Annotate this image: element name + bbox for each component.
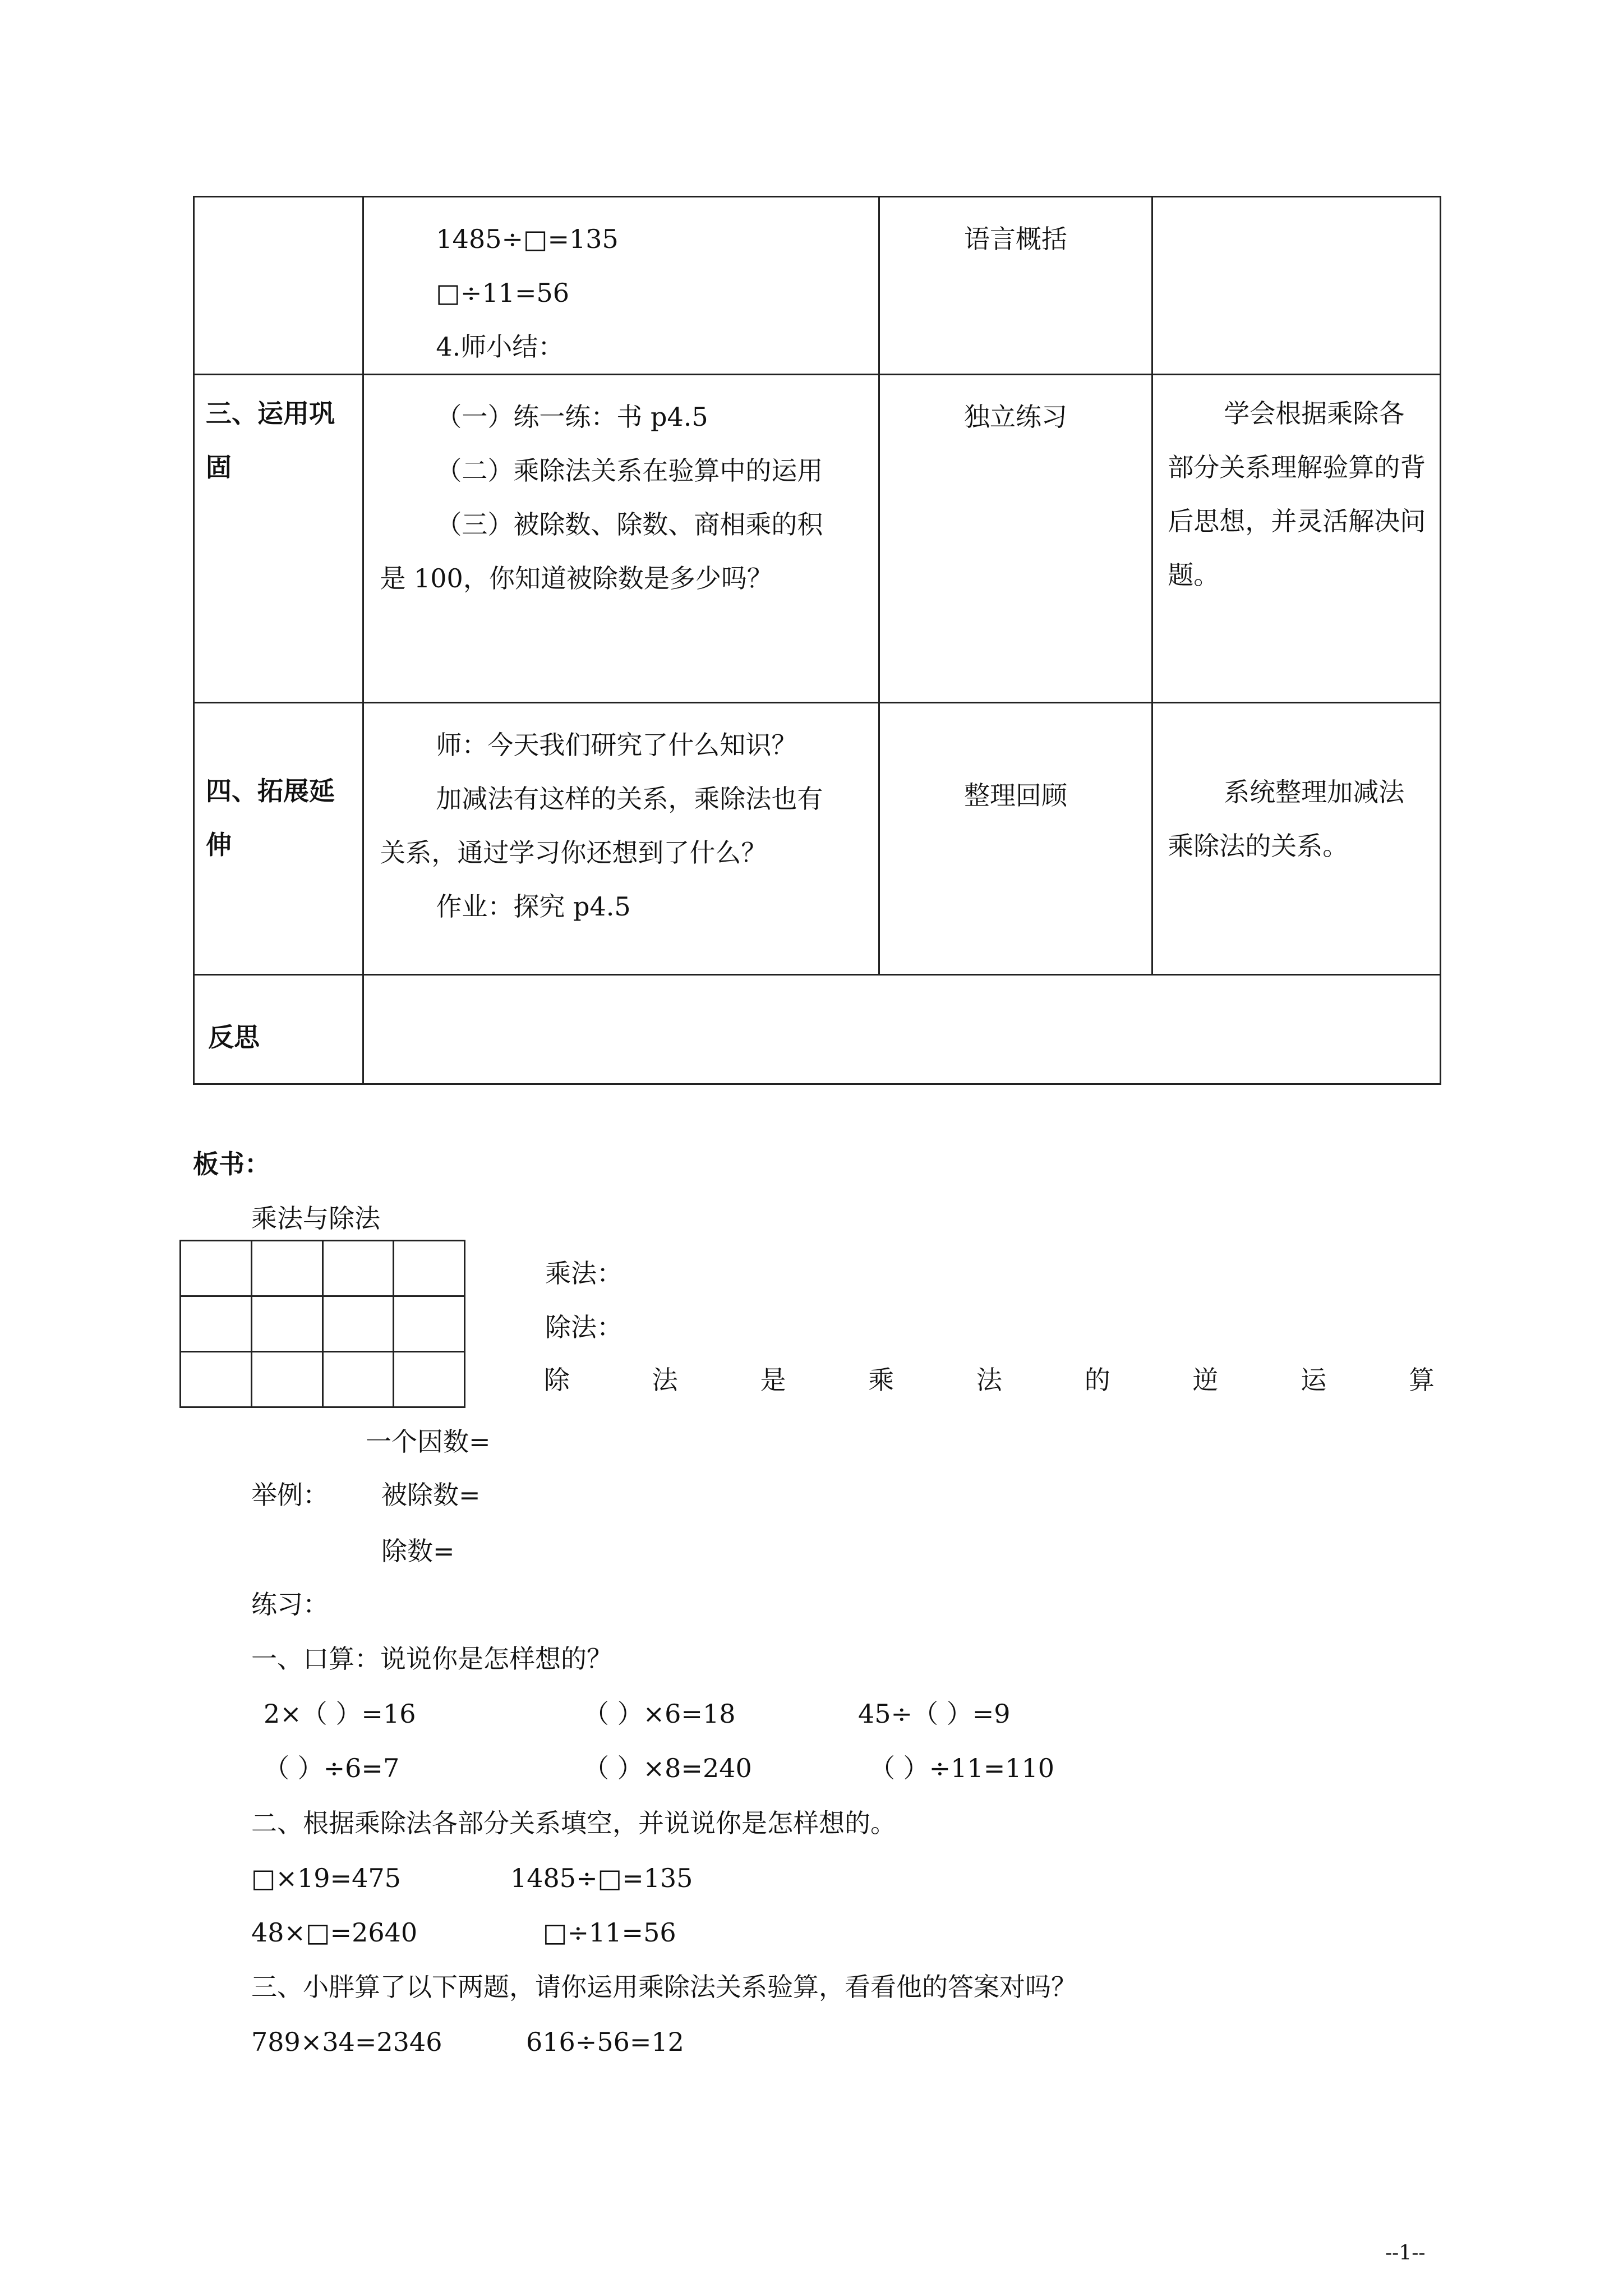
- exercise-item: （ ）÷11=110: [869, 1753, 1055, 1783]
- table-row: [194, 197, 1441, 375]
- exercise-q2-title: 二、根据乘除法各部分关系填空，并说说你是怎样想的。: [251, 1808, 896, 1838]
- process-cell: [363, 197, 879, 375]
- page-number: --1--: [1385, 2242, 1426, 2265]
- exercise-item: 789×34=2346: [251, 2027, 442, 2057]
- goal-text: 学会根据乘除各部分关系理解验算的背后思想，并灵活解决问题。: [1168, 398, 1426, 590]
- divisor-equation: 除数=: [381, 1536, 455, 1566]
- stage-cell: [194, 197, 363, 375]
- goal-cell: [1152, 375, 1441, 703]
- stage-cell: 四、拓展延伸: [194, 703, 363, 975]
- board-title: 乘法与除法: [251, 1203, 380, 1234]
- process-line: 作业：探究 p4.5: [436, 891, 631, 922]
- stage-cell: 三、运用巩固: [194, 375, 363, 703]
- process-cell: [363, 703, 879, 975]
- process-line: 1485÷□=135: [436, 224, 619, 254]
- method-cell: 独立练习: [879, 375, 1152, 703]
- exercise-q1-title: 一、口算：说说你是怎样想的？: [251, 1644, 612, 1674]
- factor-equation: 一个因数=: [366, 1427, 491, 1457]
- process-line: （一）练一练：书 p4.5: [436, 402, 708, 432]
- exercise-item: （ ）÷6=7: [264, 1753, 400, 1783]
- process-line: 关系，通过学习你还想到了什么？: [380, 838, 767, 868]
- division-label: 除法：: [545, 1312, 623, 1342]
- process-line: 4.师小结：: [436, 332, 564, 362]
- table-row: [194, 375, 1441, 703]
- goal-text: 系统整理加减法乘除法的关系。: [1168, 777, 1405, 861]
- reflection-cell: [363, 975, 1441, 1084]
- exercise-item: （ ）×8=240: [583, 1753, 752, 1783]
- inverse-char: 法: [976, 1365, 1002, 1395]
- inverse-char: 运: [1301, 1365, 1327, 1395]
- inverse-operation-line: [544, 1363, 1435, 1397]
- inverse-char: 算: [1409, 1365, 1435, 1395]
- example-label: 举例：: [251, 1480, 329, 1510]
- board-heading: 板书：: [193, 1149, 270, 1179]
- method-cell: 整理回顾: [879, 703, 1152, 975]
- process-line: □÷11=56: [436, 278, 570, 308]
- exercise-item: 1485÷□=135: [510, 1863, 693, 1893]
- method-cell: 语言概括: [879, 197, 1152, 375]
- inverse-char: 逆: [1192, 1365, 1219, 1395]
- inverse-char: 乘: [868, 1365, 895, 1395]
- board-grid: [179, 1240, 465, 1408]
- process-cell: [363, 375, 879, 703]
- inverse-char: 法: [652, 1365, 678, 1395]
- process-line: （三）被除数、除数、商相乘的积: [436, 509, 823, 540]
- dividend-equation: 被除数=: [381, 1480, 481, 1510]
- goal-cell: [1152, 197, 1441, 375]
- table-row: [194, 703, 1441, 975]
- inverse-char: 的: [1084, 1365, 1110, 1395]
- exercise-q3-title: 三、小胖算了以下两题，请你运用乘除法关系验算，看看他的答案对吗？: [251, 1972, 1077, 2002]
- table-row: [194, 975, 1441, 1084]
- process-line: 是 100，你知道被除数是多少吗？: [380, 563, 773, 593]
- exercise-item: 45÷（ ）=9: [858, 1699, 1011, 1729]
- goal-cell: [1152, 703, 1441, 975]
- multiplication-label: 乘法：: [545, 1258, 623, 1289]
- exercise-item: 48×□=2640: [251, 1917, 418, 1948]
- exercise-item: □×19=475: [251, 1863, 401, 1893]
- inverse-char: 除: [544, 1365, 570, 1395]
- process-line: 加减法有这样的关系，乘除法也有: [436, 784, 823, 814]
- exercise-heading: 练习：: [251, 1589, 329, 1619]
- inverse-char: 是: [760, 1365, 786, 1395]
- reflection-label: 反思: [194, 975, 363, 1084]
- exercise-item: 616÷56=12: [526, 2027, 684, 2057]
- lesson-plan-table: [193, 196, 1441, 1085]
- exercise-item: 2×（ ）=16: [264, 1699, 416, 1729]
- process-line: 师：今天我们研究了什么知识？: [436, 730, 797, 760]
- exercise-item: □÷11=56: [543, 1917, 676, 1948]
- exercise-item: （ ）×6=18: [583, 1699, 736, 1729]
- process-line: （二）乘除法关系在验算中的运用: [436, 455, 823, 486]
